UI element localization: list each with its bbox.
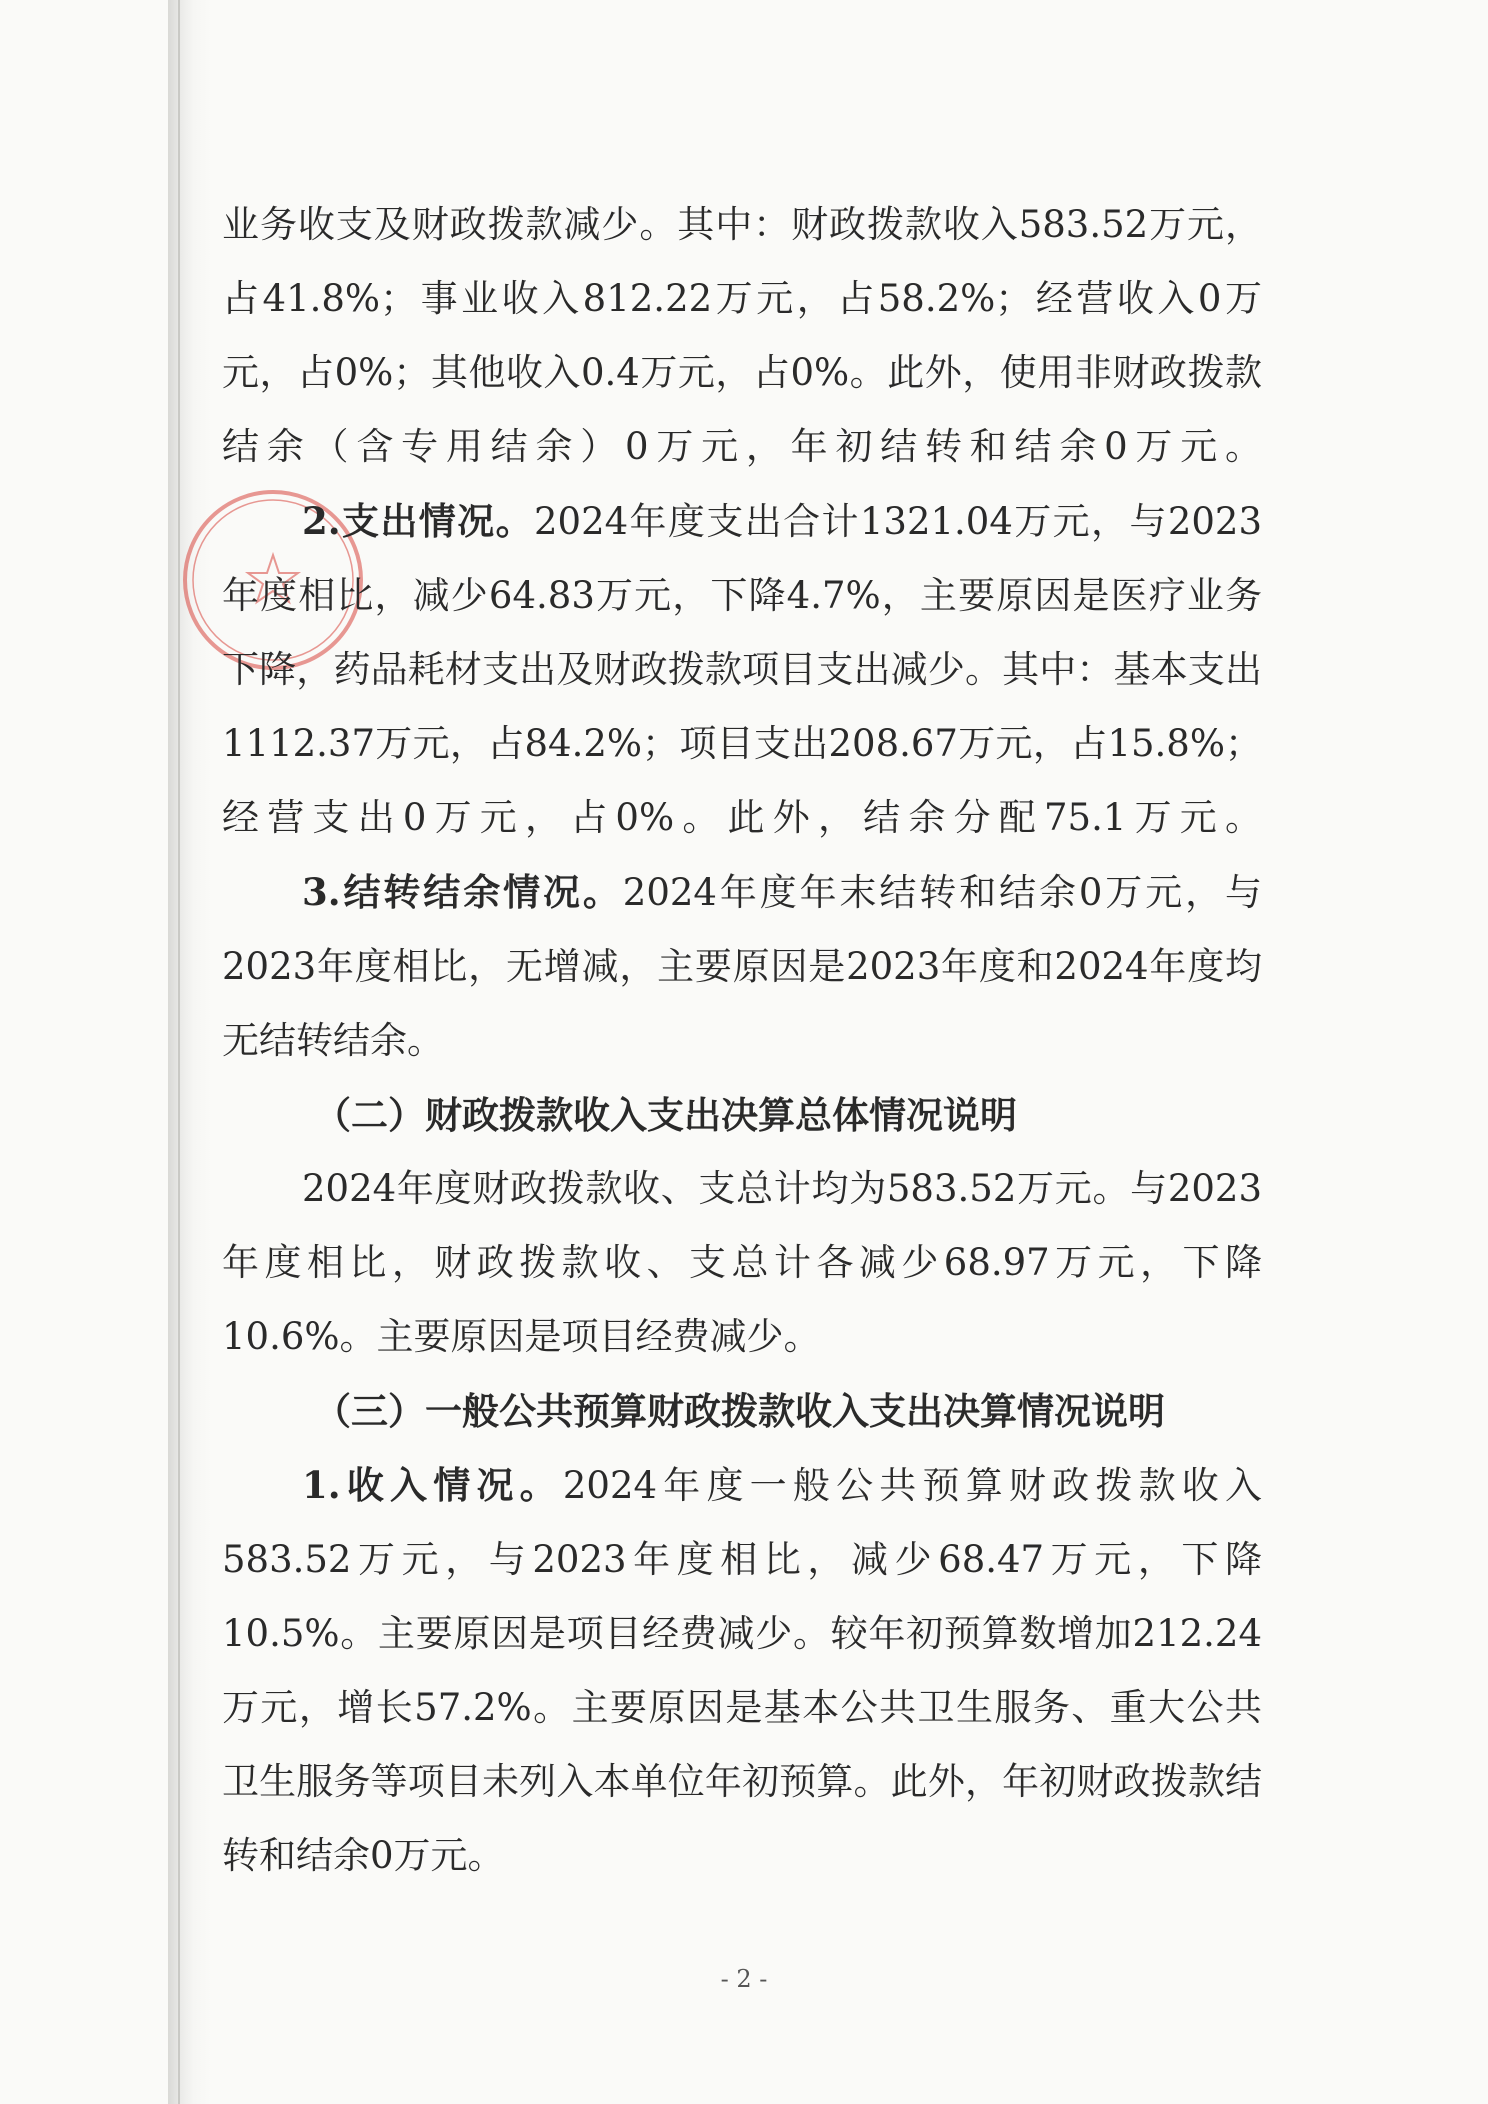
paragraph-fiscal-total: 2024年度财政拨款收、支总计均为583.52万元。与2023年度相比，财政拨款收、支总计各减少68.97万元，下降10.6%。主要原因是项目经费减少。 (222, 1167, 1262, 1358)
paragraph-income-continued: 业务收支及财政拨款减少。其中：财政拨款收入583.52万元，占41.8%；事业收入812.22万元，占58.2%；经营收入0万元，占0%；其他收入0.4万元，占0%。此外，使用非财政拨款结余（含专用结余）0万元，年初结转和结余0万元。 (222, 203, 1262, 468)
section-title-expenditure: 2.支出情况。 (302, 499, 534, 543)
paragraph-general-budget-income (222, 1448, 1262, 1893)
paragraph-carryover-body: 2024年度年末结转和结余0万元，与2023年度相比，无增减，主要原因是2023年度和2024年度均无结转结余。 (222, 871, 1262, 1062)
paragraph-general-budget-income-body: 2024年度一般公共预算财政拨款收入583.52万元，与2023年度相比，减少68.47万元，下降10.5%。主要原因是项目经费减少。较年初预算数增加212.24万元，增长57.2%。主要原因是基本公共卫生服务、重大公共卫生服务等项目未列入本单位年初预算。此外，年初财政拨款结转和结余0万元。 (222, 1464, 1262, 1877)
binding-edge-shadow (168, 0, 212, 2104)
heading-section-two: （二）财政拨款收入支出决算总体情况说明 (314, 1093, 1017, 1137)
paragraph-expenditure (222, 484, 1262, 855)
document-body (222, 188, 1262, 1893)
binding-line (178, 0, 180, 2104)
paragraph-expenditure-body: 2024年度支出合计1321.04万元，与2023年度相比，减少64.83万元，下降4.7%，主要原因是医疗业务下降，药品耗材支出及财政拨款项目支出减少。其中：基本支出1112.37万元，占84.2%；项目支出208.67万元，占15.8%；经营支出0万元，占0%。此外，结余分配75.1万元。 (222, 500, 1262, 839)
section-title-income: 1.收入情况。 (302, 1463, 563, 1507)
paragraph-carryover (222, 855, 1262, 1078)
page-number: - 2 - (720, 1965, 768, 1993)
heading-section-three: （三）一般公共预算财政拨款收入支出决算情况说明 (314, 1389, 1165, 1433)
section-title-carryover: 3.结转结余情况。 (302, 870, 623, 914)
